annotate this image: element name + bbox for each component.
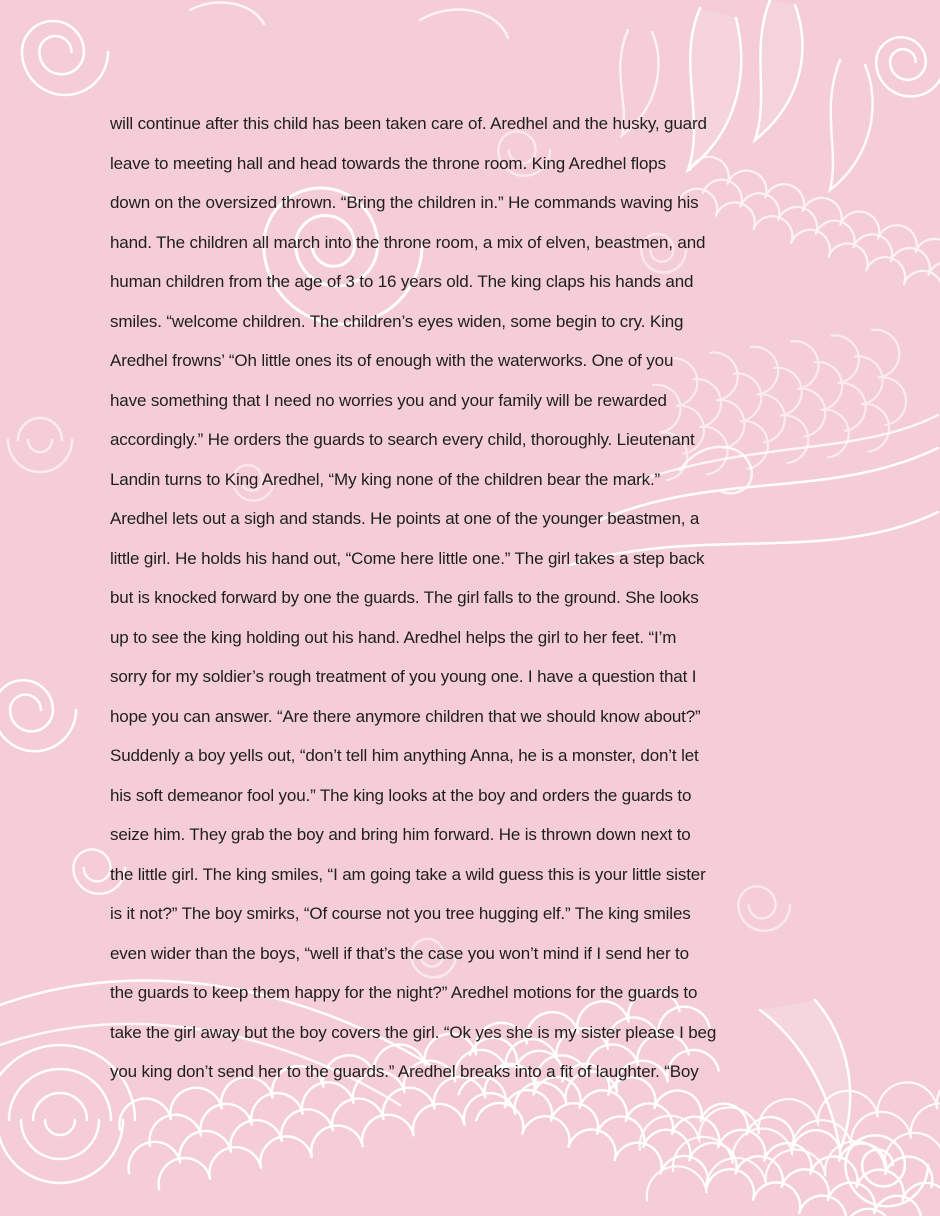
text-line: sorry for my soldier’s rough treatment of you young one. I have a question that I [110, 667, 697, 686]
text-line: take the girl away but the boy covers the girl. “Ok yes she is my sister please I beg [110, 1022, 717, 1042]
text-line: is it not?” The boy smirks, “Of course not you tree hugging elf.” The king smiles [110, 904, 691, 923]
story-text [110, 104, 836, 1092]
text-line: little girl. He holds his hand out, “Come here little one.” The girl takes a step back [110, 548, 705, 568]
text-line: smiles. “welcome children. The children’s eyes widen, some begin to cry. King [110, 311, 684, 331]
text-line: even wider than the boys, “well if that’s the case you won’t mind if I send her to [110, 943, 689, 963]
text-line: you king don’t send her to the guards.” Aredhel breaks into a fit of laughter. “Boy [110, 1062, 699, 1081]
text-line: his soft demeanor fool you.” The king looks at the boy and orders the guards to [110, 785, 692, 805]
text-line: Landin turns to King Aredhel, “My king none of the children bear the mark.” [110, 469, 661, 489]
text-line: Aredhel frowns’ “Oh little ones its of enough with the waterworks. One of you [110, 351, 674, 370]
text-line: Suddenly a boy yells out, “don’t tell him anything Anna, he is a monster, don’t let [110, 746, 699, 765]
text-line: will continue after this child has been taken care of. Aredhel and the husky, guard [110, 114, 707, 133]
text-line: up to see the king holding out his hand. Aredhel helps the girl to her feet. “I’m [110, 627, 677, 647]
text-line: hope you can answer. “Are there anymore children that we should know about?” [110, 706, 701, 726]
text-line: down on the oversized thrown. “Bring the children in.” He commands waving his [110, 193, 699, 212]
text-line: but is knocked forward by one the guards. The girl falls to the ground. She looks [110, 588, 699, 607]
text-line: leave to meeting hall and head towards the throne room. King Aredhel flops [110, 153, 666, 173]
text-line: accordingly.” He orders the guards to search every child, thoroughly. Lieutenant [110, 430, 695, 449]
text-line: seize him. They grab the boy and bring him forward. He is thrown down next to [110, 825, 691, 844]
text-line: hand. The children all march into the throne room, a mix of elven, beastmen, and [110, 232, 706, 252]
text-line: the guards to keep them happy for the night?” Aredhel motions for the guards to [110, 983, 698, 1002]
text-line: human children from the age of 3 to 16 years old. The king claps his hands and [110, 272, 694, 291]
text-line: the little girl. The king smiles, “I am going take a wild guess this is your little sister [110, 864, 706, 884]
text-line: Aredhel lets out a sigh and stands. He points at one of the younger beastmen, a [110, 509, 700, 528]
text-line: have something that I need no worries you and your family will be rewarded [110, 390, 667, 410]
